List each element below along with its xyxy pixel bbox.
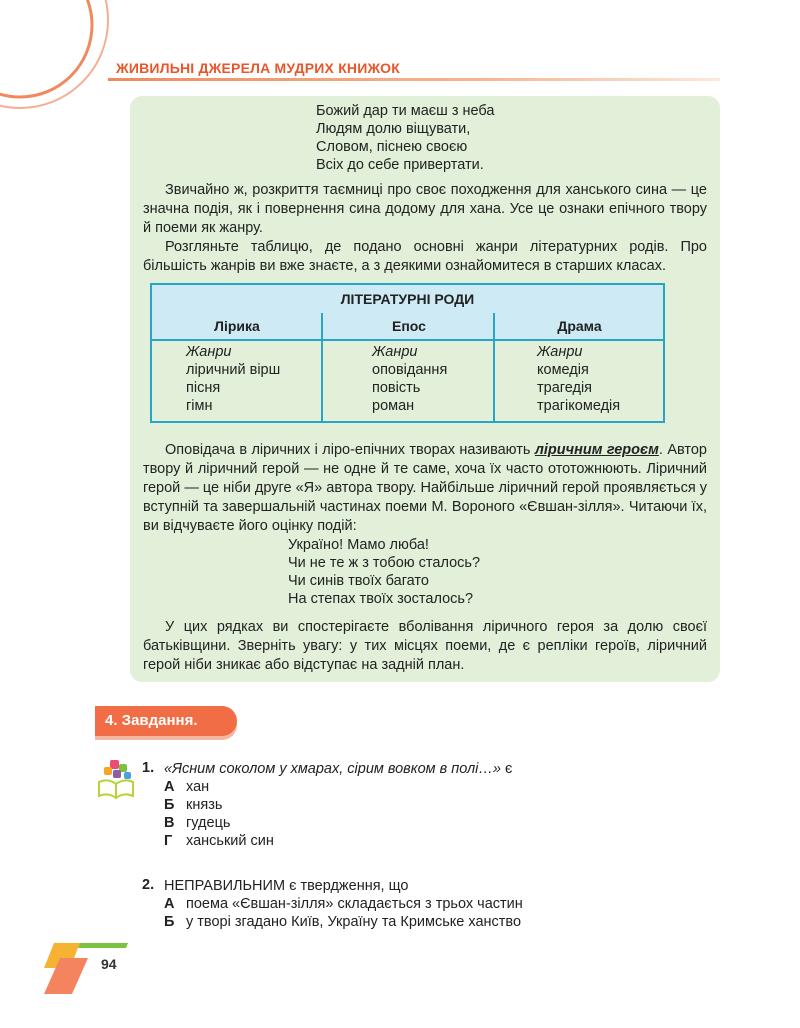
answer-option[interactable]: Б князь <box>164 797 223 813</box>
poem-stanza-2 <box>288 536 480 608</box>
poem-line: Всіх до себе привертати. <box>316 157 484 173</box>
table-cell-drama: Жанри комедія трагедія трагікомедія <box>537 344 621 414</box>
page-number: 94 <box>101 956 117 972</box>
table-divider <box>321 313 323 423</box>
column-header-lyric: Лірика <box>214 318 260 334</box>
paragraph-2: Розгляньте таблицю, де подано основні жанри літературних родів. Про більшість жанрів ви вже знаєте, а з деякими ознайомитеся в старших класах. <box>143 239 707 274</box>
paragraph-4: У цих рядках ви спостерігаєте вболівання ліричного героя за долю своєї батьківщини. Зверніть увагу: у тих місцях поеми, де є репліки героїв, ліричний герой ніби зникає або відступає на задній план. <box>143 619 707 673</box>
poem-line: Словом, піснею своєю <box>316 139 468 155</box>
paragraph-3: Оповідача в ліричних і ліро-епічних творах називають ліричним героєм. Автор твору й ліричний герой — не одне й те саме, хоча їх часто ототожнюють. Ліричний герой — це ніби друге «Я» автора твору. Найбільше ліричний герой проявляється у вступній та завершальній частинах поеми М. Вороного «Євшан-зілля». Читаючи їх, ви відчуваєте його оцінку подій: <box>143 442 707 534</box>
header-divider <box>108 78 720 81</box>
running-header: ЖИВИЛЬНІ ДЖЕРЕЛА МУДРИХ КНИЖОК <box>116 60 401 76</box>
answer-option[interactable]: Г ханський син <box>164 833 274 849</box>
answer-option[interactable]: А хан <box>164 779 210 795</box>
page-corner-decoration <box>40 938 140 998</box>
table-divider <box>493 313 495 423</box>
table-column-headers <box>152 313 663 341</box>
question-2-text: НЕПРАВИЛЬНИМ є твердження, що <box>164 878 409 894</box>
poem-line: Чи синів твоїх багато <box>288 573 429 589</box>
book-icon <box>96 758 136 800</box>
poem-line: Людям долю віщувати, <box>316 121 471 137</box>
answer-option[interactable]: А поема «Євшан-зілля» складається з трьох частин <box>164 896 523 912</box>
answer-option[interactable]: Б у творі згадано Київ, Україну та Кримське ханство <box>164 914 522 930</box>
answer-option[interactable]: В гудець <box>164 815 231 831</box>
table-cell-epic: Жанри оповідання повість роман <box>372 344 448 414</box>
poem-line: Божий дар ти маєш з неба <box>316 103 495 119</box>
poem-line: Україно! Мамо люба! <box>288 537 429 553</box>
poem-line: Чи не те ж з тобою сталось? <box>288 555 481 571</box>
paragraph-1: Звичайно ж, розкриття таємниці про своє походження для ханського сина — це значна подія, як і повернення сина додому для хана. Усе це ознаки епічного твору й поеми як жанру. <box>143 182 707 236</box>
question-1-number: 1. <box>142 760 155 776</box>
column-header-drama: Драма <box>557 318 602 334</box>
column-header-epic: Епос <box>392 318 426 334</box>
key-term: ліричним героєм <box>534 442 659 458</box>
question-2-number: 2. <box>142 877 155 893</box>
task-heading-badge: 4. Завдання. <box>95 706 237 736</box>
poem-line: На степах твоїх зосталось? <box>288 591 474 607</box>
table-cell-lyric: Жанри ліричний вірш пісня гімн <box>186 344 281 414</box>
question-1-text: «Ясним соколом у хмарах, сірим вовком в полі…» є <box>164 761 513 777</box>
genres-table <box>150 283 665 423</box>
poem-stanza-1 <box>316 102 494 174</box>
table-title: ЛІТЕРАТУРНІ РОДИ <box>152 285 663 315</box>
